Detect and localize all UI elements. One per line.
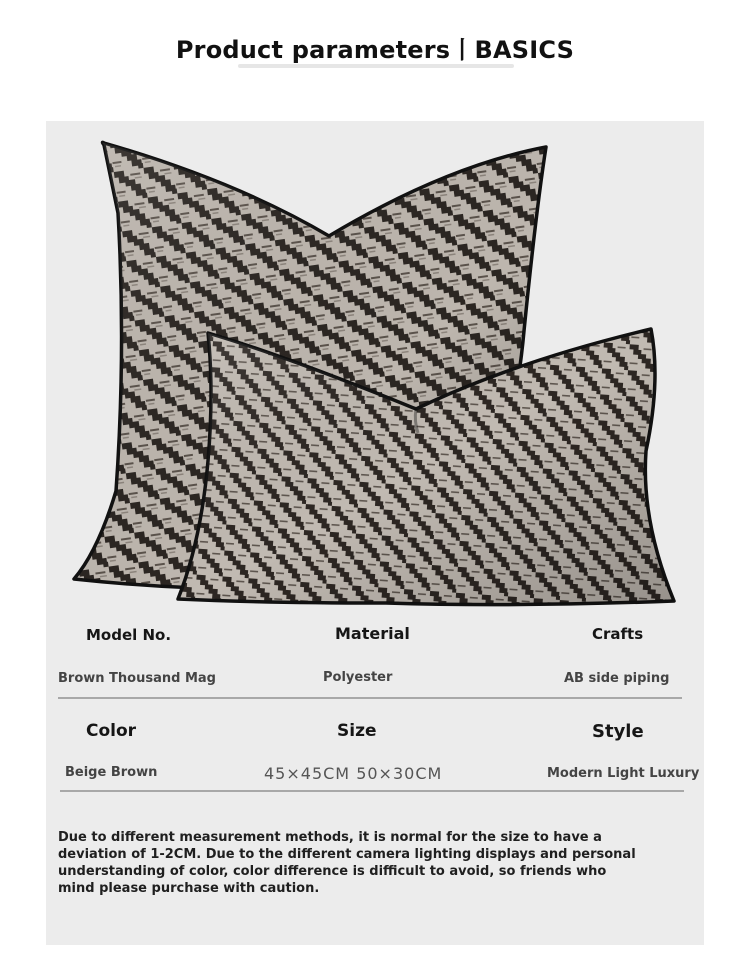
disclaimer-note: Due to different measurement methods, it is normal for the size to have a deviation of 1-2CM. Due to the different camera lighting displays and personal understanding of color, color difference is difficult to avoid, so friends who mind please purchase with caution. (58, 830, 636, 896)
title-underline (238, 64, 514, 68)
spec-divider-2 (60, 790, 684, 792)
material-value: Polyester (323, 670, 393, 685)
color-value: Beige Brown (65, 765, 158, 780)
style-value: Modern Light Luxury (547, 766, 700, 781)
product-panel (46, 121, 704, 945)
size-value: 45×45CM 50×30CM (264, 764, 443, 783)
style-label: Style (592, 721, 644, 742)
spec-divider-1 (58, 697, 682, 699)
crafts-value: AB side piping (564, 671, 670, 686)
model-no-label: Model No. (86, 626, 172, 644)
page-title: Product parameters丨BASICS (175, 36, 575, 64)
model-no-value: Brown Thousand Mag (58, 671, 216, 686)
pillow-product-image (46, 121, 704, 621)
color-label: Color (86, 721, 137, 741)
material-label: Material (335, 624, 410, 643)
size-label: Size (337, 721, 377, 741)
crafts-label: Crafts (592, 625, 644, 643)
